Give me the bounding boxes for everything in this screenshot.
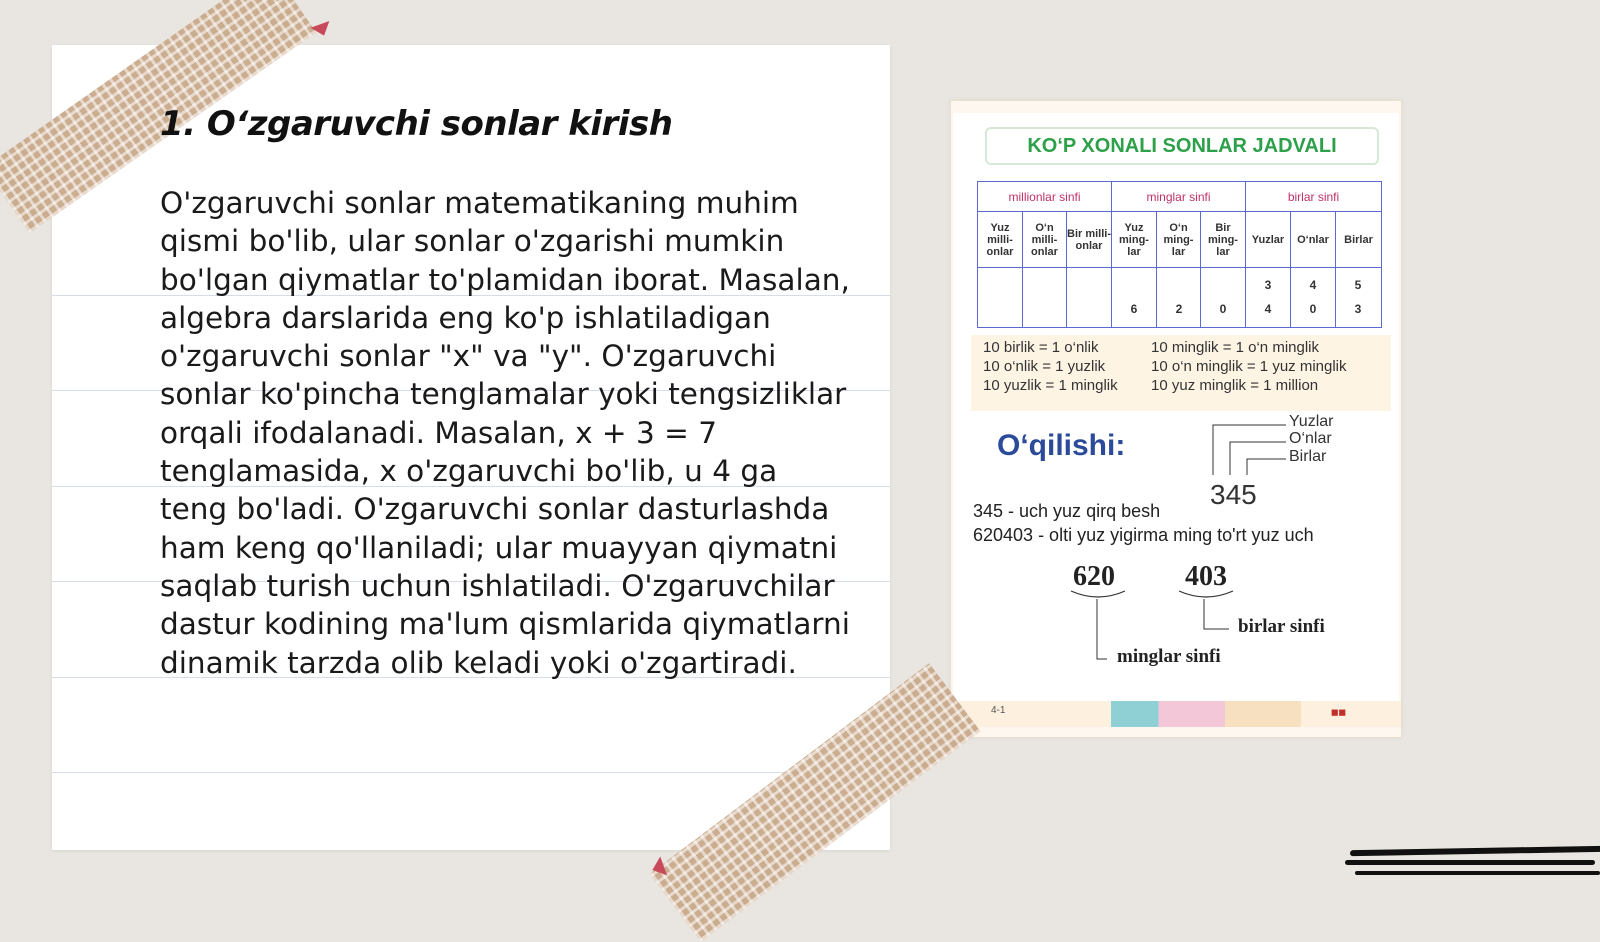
col-header: Bir ming- lar xyxy=(1201,212,1246,268)
paper-rule xyxy=(52,772,890,773)
fact-left: 10 o‘nlik = 1 yuzlik xyxy=(983,358,1106,375)
conversion-facts xyxy=(971,335,1391,411)
place-brackets xyxy=(1208,415,1298,477)
example-reading: 620403 - olti yuz yigirma ming to'rt yuz uch xyxy=(973,525,1314,545)
digit: 3 xyxy=(1354,302,1362,316)
digit: 6 xyxy=(1130,302,1138,316)
digit: 4 xyxy=(1309,278,1317,292)
digit: 3 xyxy=(1264,278,1272,292)
fact-right: 10 yuz minglik = 1 million xyxy=(1151,377,1319,394)
fact-right: 10 minglik = 1 o‘n minglik xyxy=(1151,339,1319,356)
col-header: Yuzlar xyxy=(1246,212,1291,268)
place-label: Birlar xyxy=(1289,448,1327,465)
col-header: Bir milli- onlar xyxy=(1067,212,1112,268)
col-header: Yuz milli- onlar xyxy=(978,212,1023,268)
slide-title: 1. O‘zgaruvchi sonlar kirish xyxy=(160,104,673,144)
digit: 2 xyxy=(1175,302,1183,316)
reading-title: O‘qilishi: xyxy=(997,429,1126,462)
digit: 0 xyxy=(1219,302,1227,316)
example-number: 345 xyxy=(1210,479,1257,510)
fact-left: 10 yuzlik = 1 minglik xyxy=(983,377,1118,394)
col-header: O‘nlar xyxy=(1291,212,1336,268)
slide-body-text: O'zgaruvchi sonlar matematikaning muhim qismi bo'lib, ular sonlar o'zgarishi mumkin bo'lgan qiymatlar to'plamidan iborat. Masalan, algebra darslarida eng ko'p ishlatiladigan o'zgaruvchi sonlar "x" va "y". O'zgaruvchi sonlar ko'pincha tenglamalar yoki tengsizliklar orqali ifodalanadi. Masalan, x + 3 = 7 tenglamasida, x o'zgaruvchi bo'lib, u 4 ga teng bo'ladi. O'zgaruvchi sonlar dasturlashda ham keng qo'llaniladi; ular muayyan qiymatni saqlab turish uchun ishlatiladi. O'zgaruvchilar dastur kodining ma'lum qismlarida qiymatlarni dinamik tarzda olib keladi yoki o'zgartiradi. xyxy=(160,186,850,680)
deco-line xyxy=(1345,860,1595,865)
value-cell xyxy=(1112,268,1157,327)
digit: 0 xyxy=(1309,302,1317,316)
group-header-units: birlar sinfi xyxy=(1246,182,1381,212)
footer-color-bar xyxy=(1111,701,1301,727)
poster-title: KO‘P XONALI SONLAR JADVALI xyxy=(985,127,1379,165)
col-header: Yuz ming- lar xyxy=(1112,212,1157,268)
fact-right: 10 o‘n minglik = 1 yuz minglik xyxy=(1151,358,1347,375)
class-part-units: 403 xyxy=(1185,561,1227,592)
publisher-logo-icon: ◼◼ xyxy=(1331,707,1346,717)
poster-footer xyxy=(951,701,1401,727)
digit: 4 xyxy=(1264,302,1272,316)
class-part-thousands: 620 xyxy=(1073,561,1115,592)
class-label-thousands: minglar sinfi xyxy=(1117,646,1221,667)
value-cell xyxy=(1201,268,1246,327)
group-header-thousands: minglar sinfi xyxy=(1112,182,1246,212)
value-cell xyxy=(1291,268,1336,327)
deco-line xyxy=(1350,846,1600,856)
digit: 5 xyxy=(1354,278,1362,292)
place-value-table xyxy=(977,181,1382,328)
value-cell xyxy=(1157,268,1201,327)
col-header: O‘n milli- onlar xyxy=(1023,212,1067,268)
group-header-millions: millionlar sinfi xyxy=(978,182,1112,212)
place-label: Yuzlar xyxy=(1289,413,1334,430)
tape-tip xyxy=(311,21,334,39)
value-cell xyxy=(1246,268,1291,327)
place-label: O‘nlar xyxy=(1289,430,1332,447)
deco-line xyxy=(1355,871,1600,875)
fact-left: 10 birlik = 1 o‘nlik xyxy=(983,339,1099,356)
class-label-units: birlar sinfi xyxy=(1238,616,1325,637)
page-number: 4-1 xyxy=(991,705,1006,716)
example-reading: 345 - uch yuz qirq besh xyxy=(973,501,1161,521)
value-cell xyxy=(1023,268,1067,327)
col-header: Birlar xyxy=(1336,212,1381,268)
decorative-lines xyxy=(1345,848,1600,888)
value-cell xyxy=(1067,268,1112,327)
col-header: O‘n ming- lar xyxy=(1157,212,1201,268)
number-table-poster xyxy=(950,100,1402,738)
value-cell xyxy=(978,268,1023,327)
